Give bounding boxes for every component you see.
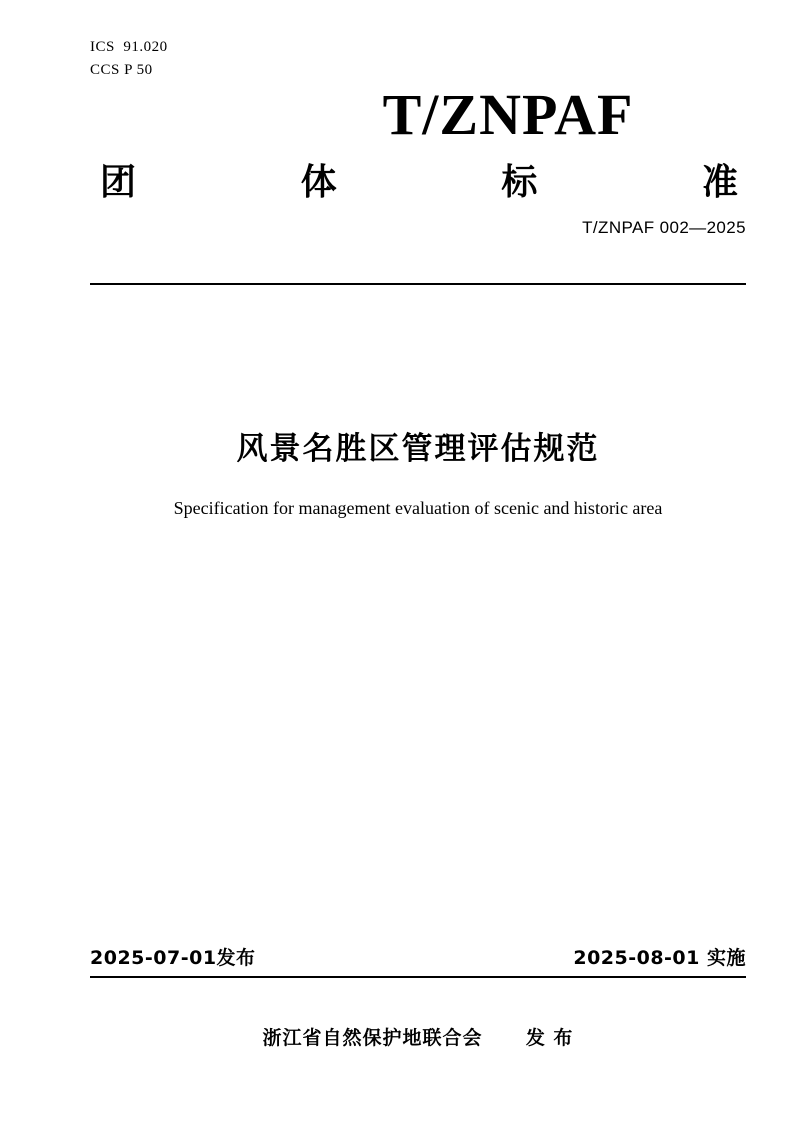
publisher-row <box>90 1023 746 1050</box>
type-char-3: 标 <box>501 162 538 203</box>
publisher-name: 浙江省自然保护地联合会 <box>262 1027 483 1049</box>
page-subtitle-english: Specification for management evaluation of scenic and historic area <box>173 498 663 518</box>
standard-type-label <box>90 154 746 205</box>
ccs-code: CCS P 50 <box>90 62 153 79</box>
ics-code: ICS 91.020 <box>90 39 168 55</box>
standard-mark: T/ZNPAF <box>382 82 634 147</box>
footer-divider <box>90 976 746 978</box>
header-divider <box>90 283 746 285</box>
type-char-2: 体 <box>300 162 337 203</box>
standard-number: T/ZNPAF 002—2025 <box>582 218 746 237</box>
issue-date: 2025-07-01发布 <box>90 947 256 969</box>
type-char-1: 团 <box>100 162 137 203</box>
classification-block <box>90 36 168 83</box>
cover-sheet <box>90 28 746 1088</box>
effective-date: 2025-08-01 实施 <box>573 947 746 969</box>
type-char-4: 准 <box>701 162 738 203</box>
publish-label: 发 布 <box>525 1027 574 1049</box>
page-title: 风景名胜区管理评估规范 <box>236 431 600 467</box>
date-row <box>90 943 746 970</box>
